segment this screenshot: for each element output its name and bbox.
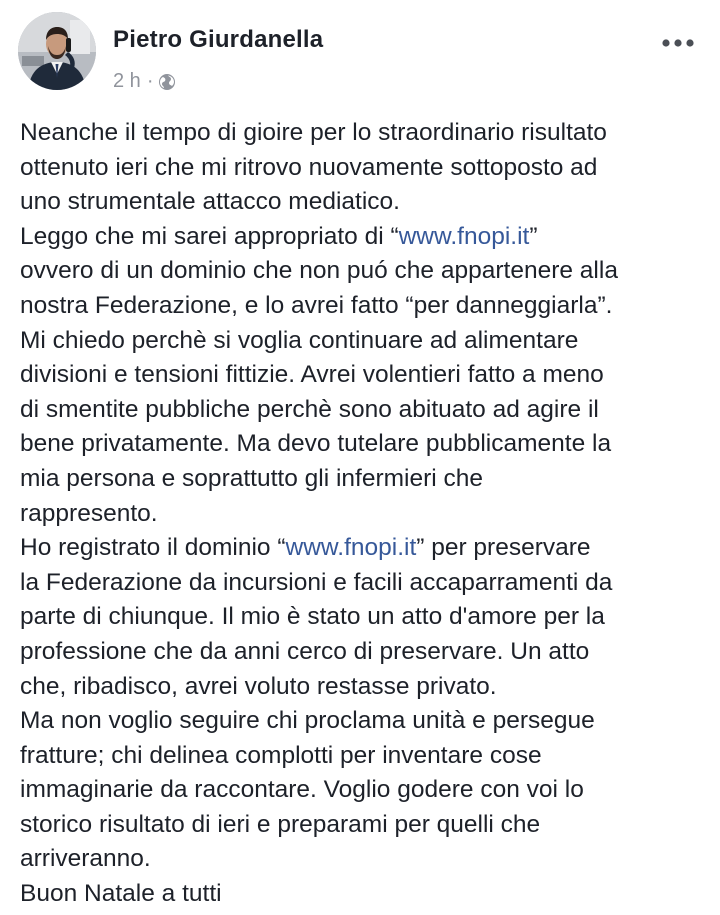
post-text-line: professione che da anni cerco di preservare. Un atto — [20, 637, 590, 665]
post-text-line: ovvero di un dominio che non puó che appartenere alla — [20, 257, 618, 285]
post-text-segment: ” — [529, 222, 538, 250]
post-body-text — [20, 116, 710, 912]
post-text-line — [20, 531, 710, 566]
post-text-line: che, ribadisco, avrei voluto restasse privato. — [20, 672, 497, 700]
post-text-line: rappresento. — [20, 499, 158, 527]
post-text-segment: ” per preservare — [416, 534, 591, 562]
post-text-line: Neanche il tempo di gioire per lo straordinario risultato — [20, 119, 607, 146]
more-options-icon[interactable] — [660, 36, 696, 50]
meta-separator: · — [146, 70, 154, 92]
post-text-line: immaginarie da raccontare. Voglio godere con voi lo — [20, 776, 584, 804]
post-text-line: uno strumentale attacco mediatico. — [20, 188, 400, 216]
post-text-line: fratture; chi delinea complotti per inventare cose — [20, 741, 542, 769]
post-text-line: la Federazione da incursioni e facili accaparramenti da — [20, 568, 613, 596]
post-text-line: arriveranno. — [20, 845, 151, 873]
globe-icon[interactable] — [158, 73, 176, 91]
post-text-line — [20, 220, 710, 255]
post-header — [18, 12, 702, 92]
post-text-segment: Leggo che mi sarei appropriato di “ — [20, 222, 399, 250]
author-name[interactable]: Pietro Giurdanella — [113, 26, 324, 53]
domain-link[interactable]: www.fnopi.it — [285, 534, 417, 562]
post-text-line: storico risultato di ieri e preparami per quelli che — [20, 810, 541, 838]
post-text-line: Mi chiedo perchè si voglia continuare ad alimentare — [20, 326, 579, 354]
post-text-line: divisioni e tensioni fittizie. Avrei volentieri fatto a meno — [20, 361, 604, 389]
post-text-line: bene privatamente. Ma devo tutelare pubblicamente la — [20, 430, 612, 458]
post-text-line: mia persona e soprattutto gli infermieri che — [20, 464, 483, 492]
post-meta — [113, 70, 176, 93]
post-timestamp[interactable]: 2 h — [113, 70, 141, 92]
post-text-line: nostra Federazione, e lo avrei fatto “per danneggiarla”. — [20, 291, 613, 319]
post-text-line: parte di chiunque. Il mio è stato un atto d'amore per la — [20, 603, 605, 631]
post-text-line: ottenuto ieri che mi ritrovo nuovamente sottoposto ad — [20, 153, 598, 181]
post-text-line: Ma non voglio seguire chi proclama unità e persegue — [20, 707, 595, 735]
post-text-segment: Ho registrato il dominio “ — [20, 534, 286, 562]
profile-photo — [18, 12, 96, 90]
author-avatar[interactable] — [18, 12, 96, 90]
post-text-line: Buon Natale a tutti — [20, 880, 222, 908]
domain-link[interactable]: www.fnopi.it — [398, 222, 530, 250]
post-text-line: di smentite pubbliche perchè sono abituato ad agire il — [20, 395, 599, 423]
